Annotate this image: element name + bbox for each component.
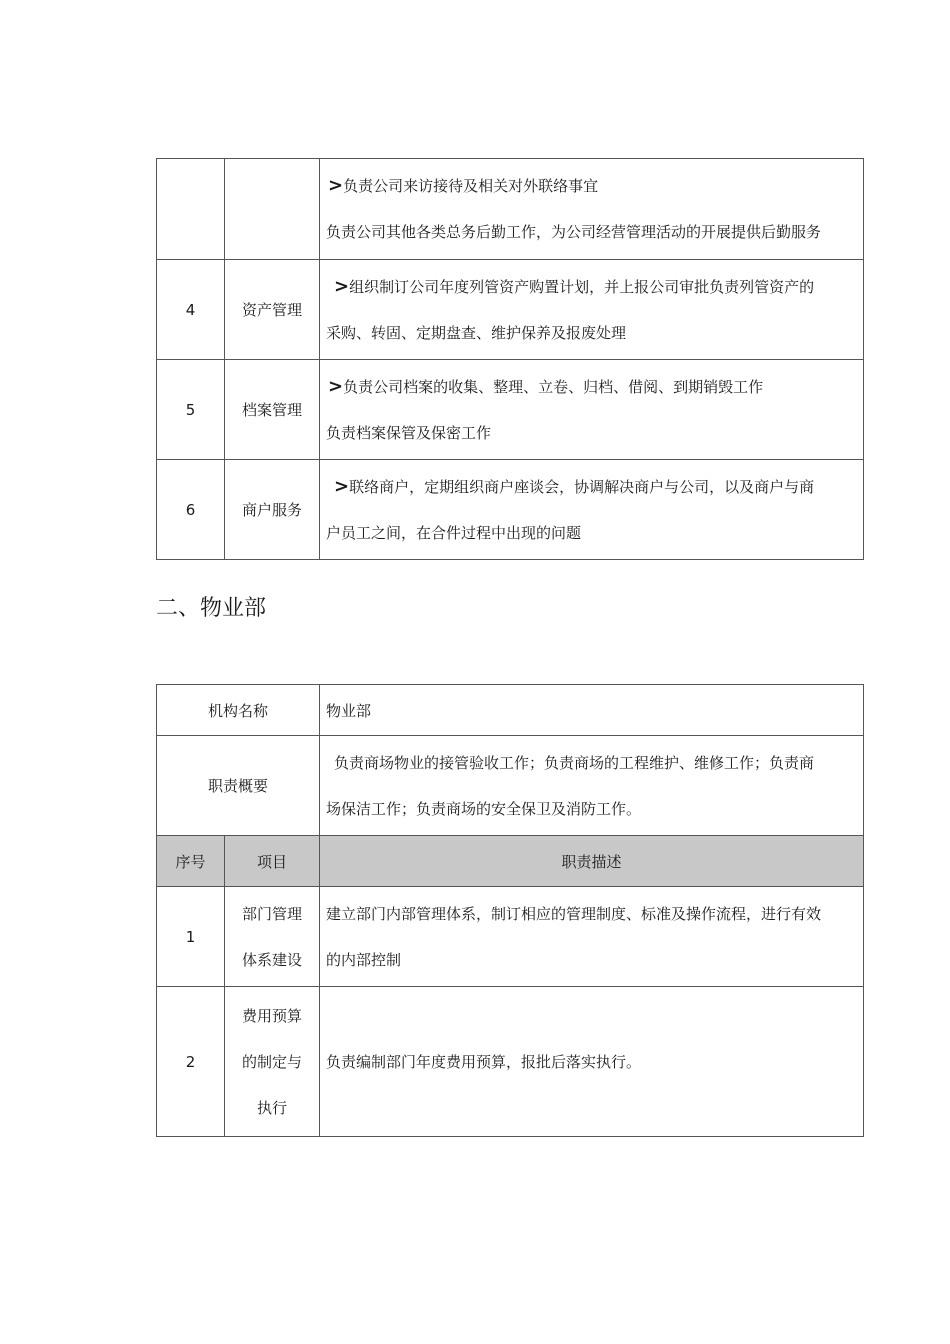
header-description: 职责描述 bbox=[320, 836, 864, 887]
row-number bbox=[157, 159, 225, 260]
table-row bbox=[157, 360, 864, 460]
header-number: 序号 bbox=[157, 836, 225, 887]
row-item: 部门管理 体系建设 bbox=[225, 887, 320, 987]
row-item: 档案管理 bbox=[225, 360, 320, 460]
row-item: 费用预算 的制定与 执行 bbox=[225, 987, 320, 1137]
table-row bbox=[157, 685, 864, 736]
row-number: 1 bbox=[157, 887, 225, 987]
row-description: >组织制订公司年度列管资产购置计划，并上报公司审批负责列管资产的 采购、转固、定期盘查、维护保养及报废处理 bbox=[320, 260, 864, 360]
summary-value: 负责商场物业的接管验收工作；负责商场的工程维护、维修工作；负责商 场保洁工作；负责商场的安全保卫及消防工作。 bbox=[320, 736, 864, 836]
bullet-arrow-icon: > bbox=[334, 475, 350, 497]
responsibility-table-2 bbox=[156, 684, 864, 1137]
header-item: 项目 bbox=[225, 836, 320, 887]
table-row bbox=[157, 460, 864, 560]
section-title: 二、物业部 bbox=[156, 596, 267, 621]
row-description: >负责公司档案的收集、整理、立卷、归档、借阅、到期销毁工作 负责档案保管及保密工作 bbox=[320, 360, 864, 460]
bullet-arrow-icon: > bbox=[328, 175, 344, 196]
row-number: 6 bbox=[157, 460, 225, 560]
table-row bbox=[157, 260, 864, 360]
row-description: >联络商户，定期组织商户座谈会，协调解决商户与公司，以及商户与商 户员工之间，在合件过程中出现的问题 bbox=[320, 460, 864, 560]
bullet-arrow-icon: > bbox=[328, 375, 344, 397]
row-number: 4 bbox=[157, 260, 225, 360]
row-number: 5 bbox=[157, 360, 225, 460]
row-description: 建立部门内部管理体系，制订相应的管理制度、标准及操作流程，进行有效 的内部控制 bbox=[320, 887, 864, 987]
org-name-label: 机构名称 bbox=[157, 685, 320, 736]
table-header-row bbox=[157, 836, 864, 887]
responsibility-table-1 bbox=[156, 158, 864, 560]
table-row bbox=[157, 159, 864, 260]
table-row bbox=[157, 987, 864, 1137]
org-name-value: 物业部 bbox=[320, 685, 864, 736]
row-item: 资产管理 bbox=[225, 260, 320, 360]
row-number: 2 bbox=[157, 987, 225, 1137]
row-item: 商户服务 bbox=[225, 460, 320, 560]
table-row bbox=[157, 736, 864, 836]
row-description: >负责公司来访接待及相关对外联络事宜 负责公司其他各类总务后勤工作，为公司经营管理活动的开展提供后勤服务 bbox=[320, 159, 864, 260]
bullet-arrow-icon: > bbox=[334, 275, 350, 297]
summary-label: 职责概要 bbox=[157, 736, 320, 836]
row-item bbox=[225, 159, 320, 260]
table-row bbox=[157, 887, 864, 987]
row-description: 负责编制部门年度费用预算，报批后落实执行。 bbox=[320, 987, 864, 1137]
